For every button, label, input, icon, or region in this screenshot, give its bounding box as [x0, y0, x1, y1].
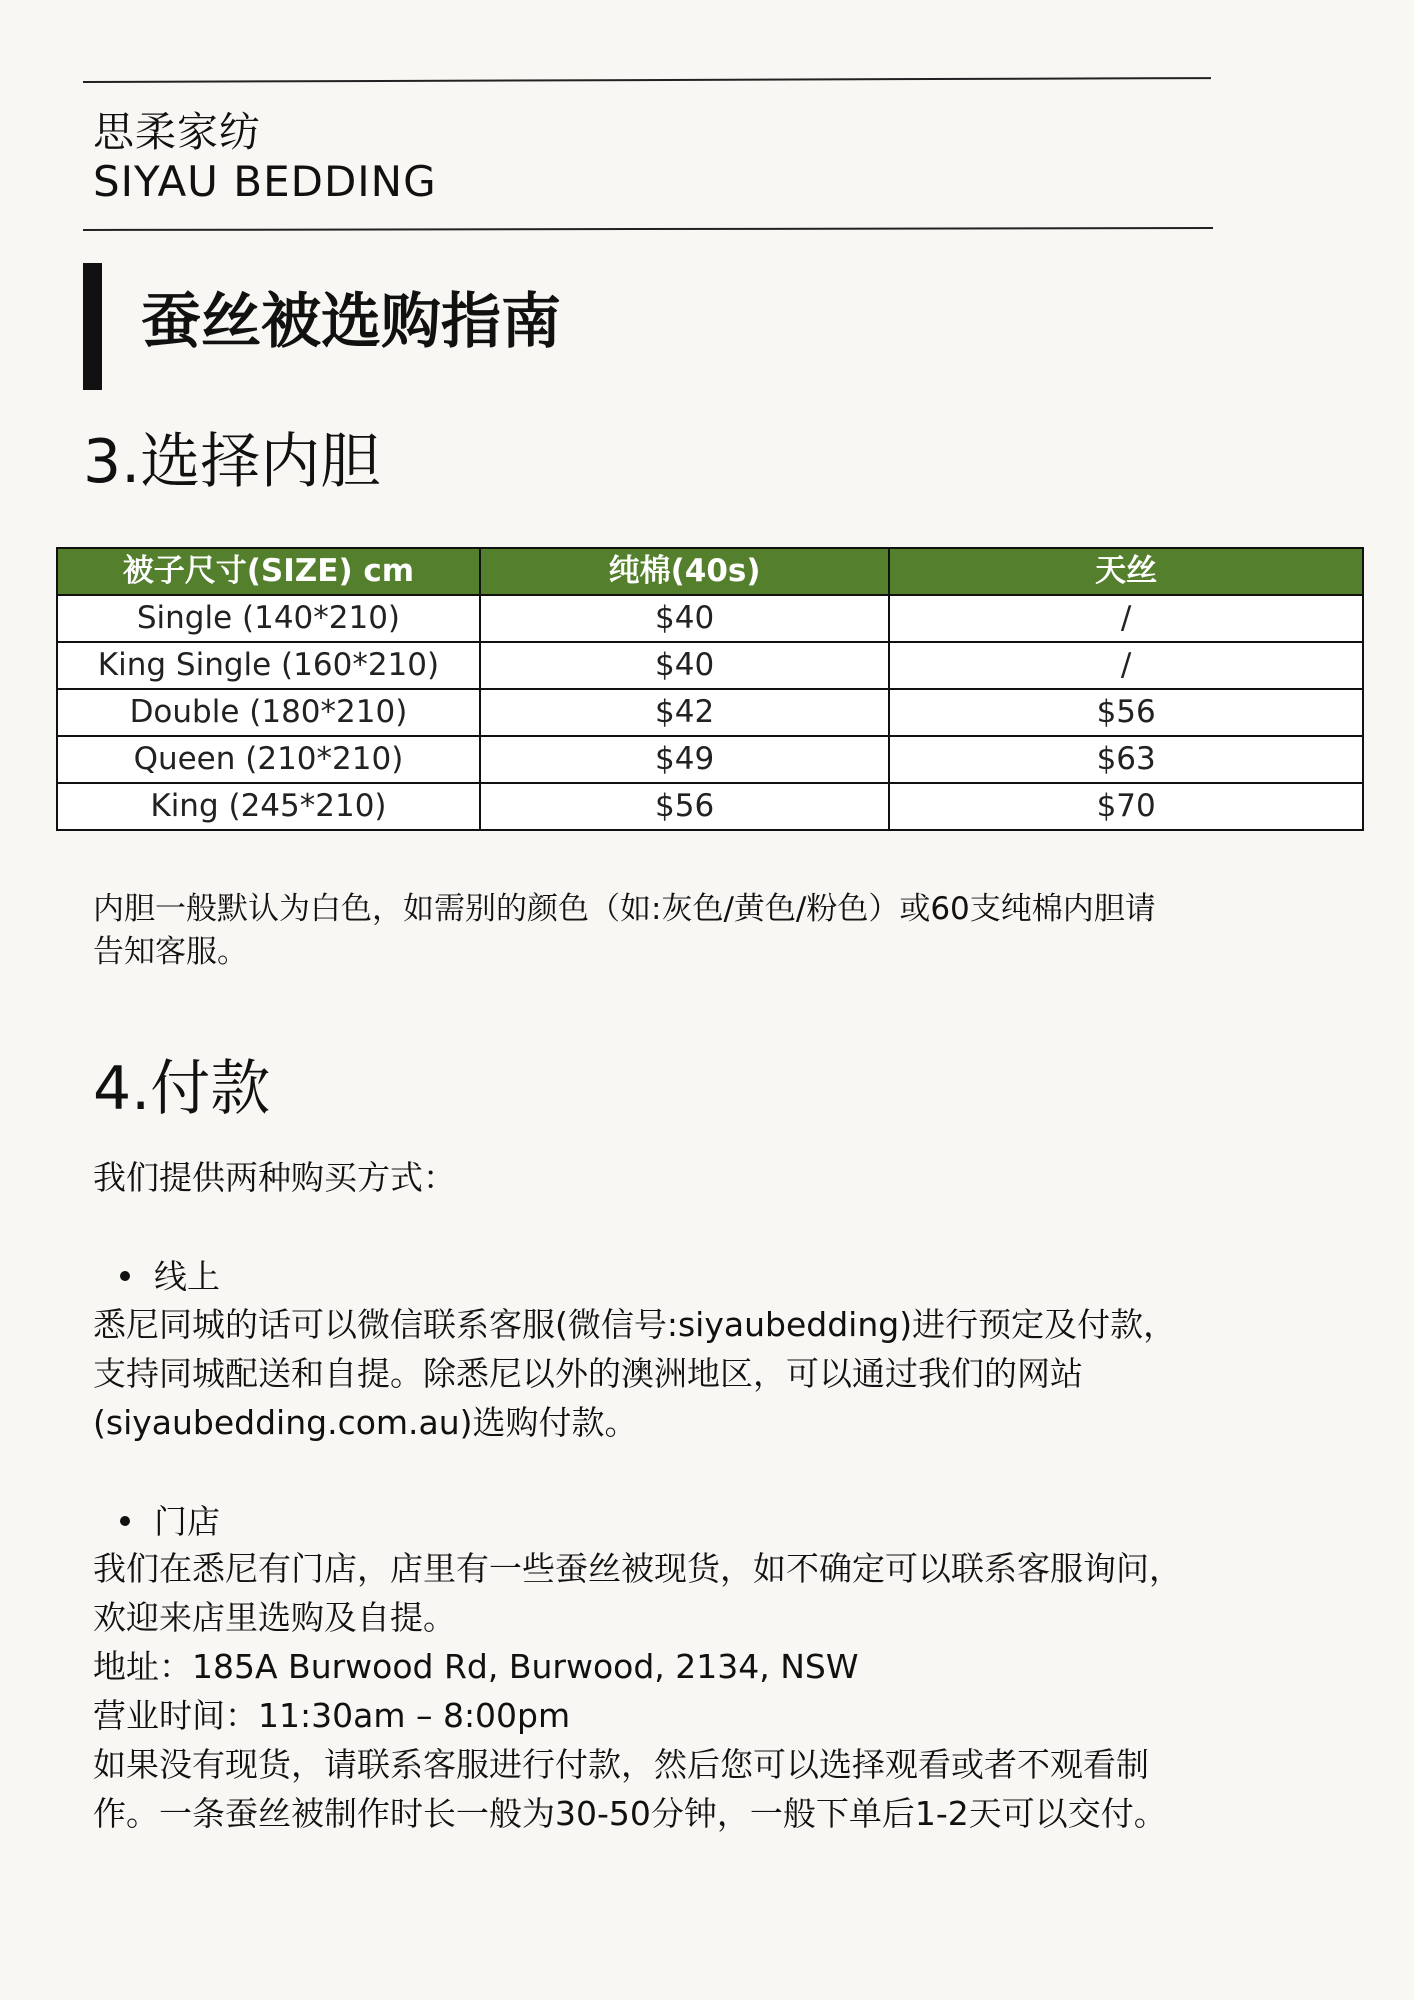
bullet-label-store: 门店	[154, 1502, 220, 1541]
online-line: (siyaubedding.com.au)选购付款。	[93, 1403, 638, 1442]
bullet-label-online: 线上	[154, 1257, 220, 1296]
size-price-table	[56, 547, 1364, 831]
cell-tencel-price: /	[889, 642, 1363, 689]
table-row	[57, 595, 1363, 642]
store-line: 作。一条蚕丝被制作时长一般为30-50分钟，一般下单后1-2天可以交付。	[93, 1794, 1167, 1833]
store-hours: 营业时间：11:30am – 8:00pm	[93, 1696, 571, 1735]
header-size: 被子尺寸(SIZE) cm	[57, 548, 480, 595]
cell-size: Double (180*210)	[57, 689, 480, 736]
table-row	[57, 736, 1363, 783]
online-line: 悉尼同城的话可以微信联系客服(微信号:siyaubedding)进行预定及付款，	[93, 1305, 1177, 1344]
bullet-dot-icon	[120, 1271, 130, 1281]
store-line: 如果没有现货，请联系客服进行付款，然后您可以选择观看或者不观看制	[93, 1745, 1149, 1784]
bullet-store	[120, 1500, 220, 1544]
store-line: 欢迎来店里选购及自提。	[93, 1598, 456, 1637]
bullet-dot-icon	[120, 1516, 130, 1526]
online-description	[93, 1300, 1363, 1447]
title-accent-bar	[83, 263, 102, 390]
page-title: 蚕丝被选购指南	[141, 287, 561, 357]
table-row	[57, 783, 1363, 830]
cell-size: Single (140*210)	[57, 595, 480, 642]
brand-block	[93, 108, 437, 206]
bottom-divider	[83, 227, 1213, 231]
store-address: 地址：185A Burwood Rd, Burwood, 2134, NSW	[93, 1647, 859, 1686]
header-tencel: 天丝	[889, 548, 1363, 595]
cell-tencel-price: $56	[889, 689, 1363, 736]
bullet-online	[120, 1255, 220, 1299]
header-cotton: 纯棉(40s)	[480, 548, 889, 595]
cell-tencel-price: /	[889, 595, 1363, 642]
online-line: 支持同城配送和自提。除悉尼以外的澳洲地区，可以通过我们的网站	[93, 1354, 1083, 1393]
cell-cotton-price: $49	[480, 736, 889, 783]
brand-name-chinese: 思柔家纺	[93, 108, 261, 156]
table-row	[57, 689, 1363, 736]
cell-tencel-price: $70	[889, 783, 1363, 830]
cell-cotton-price: $40	[480, 595, 889, 642]
section-heading-payment: 4.付款	[93, 1054, 271, 1124]
cell-cotton-price: $42	[480, 689, 889, 736]
brand-name-english: SIYAU BEDDING	[93, 157, 437, 206]
lining-color-note	[93, 888, 1343, 974]
note-line: 内胆一般默认为白色，如需别的颜色（如:灰色/黄色/粉色）或60支纯棉内胆请	[93, 891, 1156, 927]
cell-cotton-price: $56	[480, 783, 889, 830]
section-heading-inner-lining: 3.选择内胆	[83, 427, 381, 497]
store-description	[93, 1544, 1363, 1838]
cell-size: Queen (210*210)	[57, 736, 480, 783]
note-line: 告知客服。	[93, 934, 248, 970]
table-header-row	[57, 548, 1363, 595]
table-row	[57, 642, 1363, 689]
top-divider	[83, 77, 1211, 83]
cell-size: King Single (160*210)	[57, 642, 480, 689]
cell-size: King (245*210)	[57, 783, 480, 830]
store-line: 我们在悉尼有门店，店里有一些蚕丝被现货，如不确定可以联系客服询问，	[93, 1549, 1182, 1588]
cell-tencel-price: $63	[889, 736, 1363, 783]
cell-cotton-price: $40	[480, 642, 889, 689]
payment-intro: 我们提供两种购买方式：	[93, 1158, 456, 1197]
